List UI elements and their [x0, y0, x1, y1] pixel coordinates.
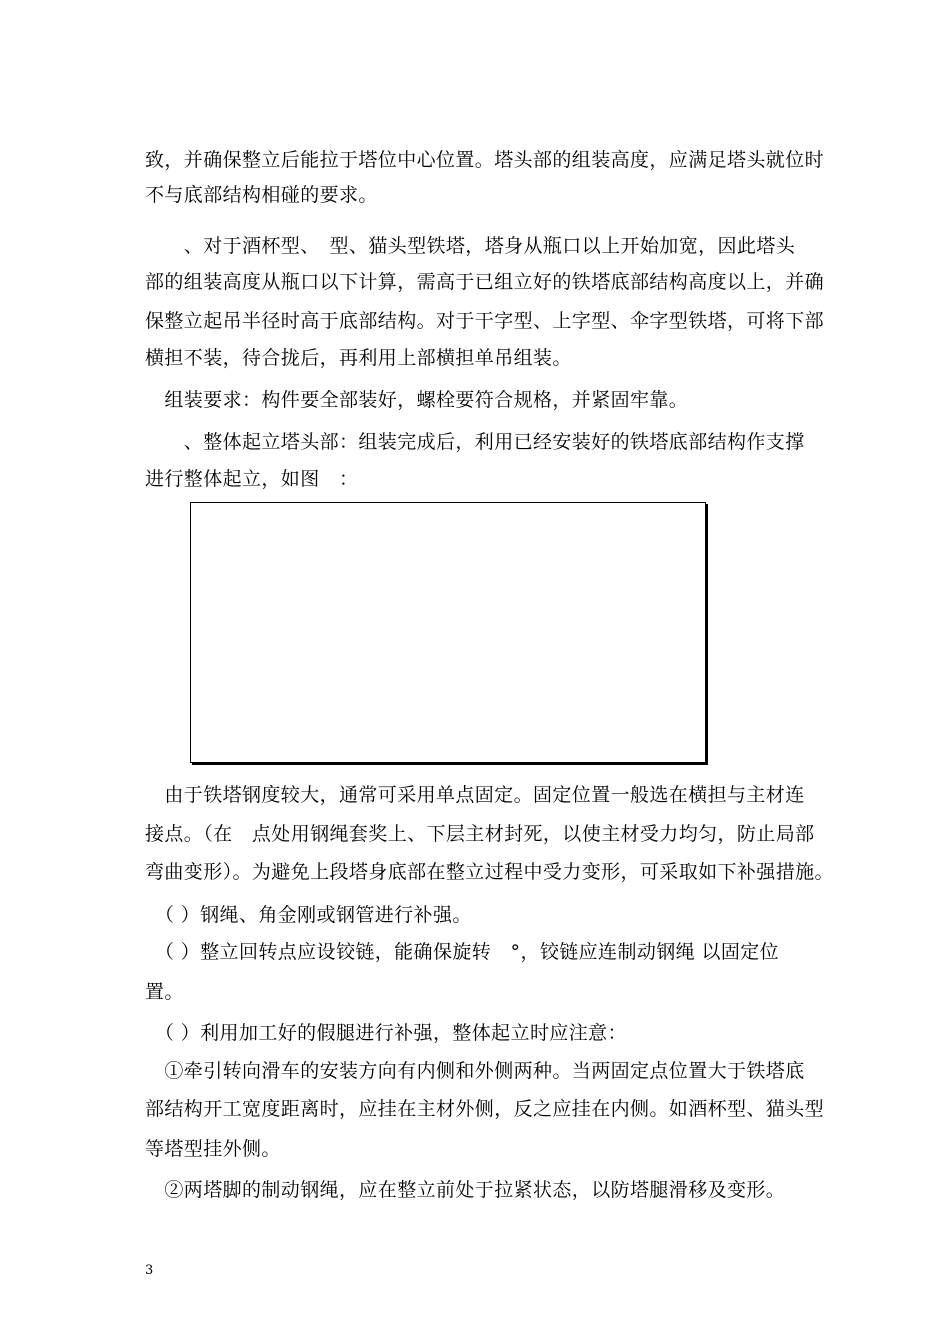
- page-number: 3: [145, 1263, 154, 1278]
- list-item: （ ）整立回转点应设铰链，能确保旋转 °，铰链应连制动钢绳 以固定位: [145, 941, 780, 963]
- text-line: 接点。（在 点处用钢绳套奖上、下层主材封死，以使主材受力均匀，防止局部: [145, 823, 815, 845]
- text-line: 、整体起立塔头部：组装完成后，利用已经安装好的铁塔底部结构作支撑: [145, 431, 805, 453]
- list-item: （ ）利用加工好的假腿进行补强，整体起立时应注意：: [145, 1022, 627, 1044]
- text-line: 组装要求：构件要全部装好，螺栓要符合规格，并紧固牢靠。: [145, 389, 689, 411]
- text-line: 、对于酒杯型、 型、猫头型铁塔，塔身从瓶口以上开始加宽，因此塔头: [145, 235, 796, 257]
- text-line: 不与底部结构相碰的要求。: [145, 184, 378, 206]
- text-line: 致，并确保整立后能拉于塔位中心位置。塔头部的组装高度，应满足塔头就位时: [145, 149, 825, 171]
- text-line: 弯曲变形）。为避免上段塔身底部在整立过程中受力变形，可采取如下补强措施。: [145, 861, 834, 883]
- list-item-continuation: 置。: [145, 981, 184, 1003]
- text-line: 由于铁塔钢度较大，通常可采用单点固定。固定位置一般选在横担与主材连: [145, 784, 805, 806]
- text-line: ②两塔脚的制动钢绳，应在整立前处于拉紧状态，以防塔腿滑移及变形。: [145, 1179, 786, 1201]
- list-item: （ ）钢绳、角金刚或钢管进行补强。: [145, 904, 472, 926]
- text-line: 等塔型挂外侧。: [145, 1138, 281, 1160]
- text-line: ①牵引转向滑车的安装方向有内侧和外侧两种。当两固定点位置大于铁塔底: [145, 1060, 805, 1082]
- text-line: 部结构开工宽度距离时，应挂在主材外侧，反之应挂在内侧。如酒杯型、猫头型: [145, 1098, 825, 1120]
- text-line: 保整立起吊半径时高于底部结构。对于干字型、上字型、伞字型铁塔，可将下部: [145, 310, 825, 332]
- figure-placeholder: [190, 502, 706, 763]
- text-line: 进行整体起立，如图 ：: [145, 468, 359, 490]
- text-line: 横担不装，待合拢后，再利用上部横担单吊组装。: [145, 347, 572, 369]
- text-line: 部的组装高度从瓶口以下计算，需高于已组立好的铁塔底部结构高度以上，并确: [145, 271, 825, 293]
